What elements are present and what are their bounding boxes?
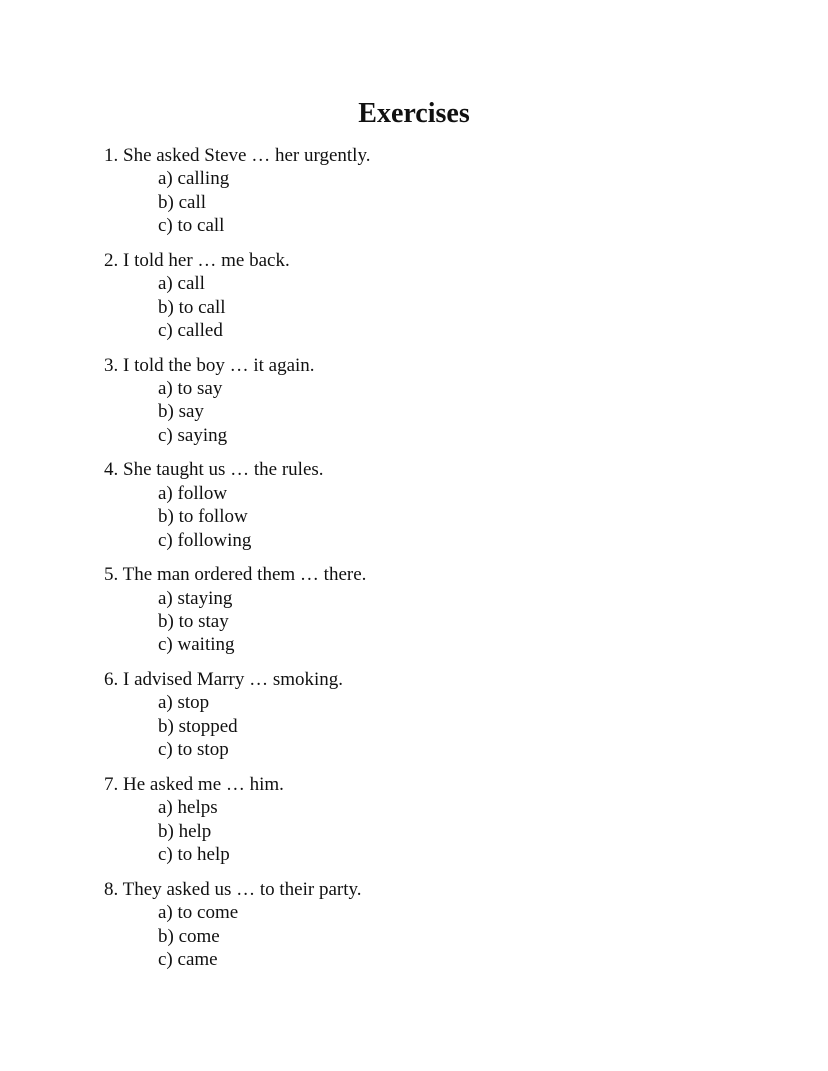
question-2	[104, 249, 370, 343]
answer-option: c) to call	[158, 215, 225, 237]
question-text: 1. She asked Steve … her urgently.	[104, 145, 371, 166]
answer-option: b) say	[158, 401, 204, 423]
answer-option: b) to stay	[158, 611, 229, 633]
answer-option: c) to stop	[158, 739, 229, 761]
answer-option: a) staying	[158, 587, 233, 609]
answer-option: a) stop	[158, 692, 210, 714]
answer-option: b) come	[158, 925, 220, 947]
question-text: 8. They asked us … to their party.	[104, 878, 362, 900]
answer-option: c) came	[158, 948, 218, 970]
answer-option: a) call	[158, 273, 205, 295]
question-6	[104, 668, 370, 762]
question-text: 5. The man ordered them … there.	[104, 564, 367, 586]
question-8	[104, 878, 370, 972]
answer-option: b) to call	[158, 296, 226, 318]
answer-option: c) following	[158, 529, 252, 551]
question-text: 2. I told her … me back.	[104, 249, 290, 271]
question-text: 6. I advised Marry … smoking.	[104, 669, 344, 691]
answer-option: a) to say	[158, 378, 223, 400]
question-3	[104, 354, 370, 448]
question-text: 4. She taught us … the rules.	[104, 459, 324, 481]
answer-option: a) calling	[158, 168, 230, 190]
question-4	[104, 458, 370, 552]
page-title: Exercises	[358, 98, 470, 129]
answer-option: b) call	[158, 191, 207, 213]
answer-option: a) follow	[158, 482, 228, 504]
answer-option: c) called	[158, 320, 223, 342]
question-text: 3. I told the boy … it again.	[104, 354, 315, 376]
answer-option: c) saying	[158, 424, 228, 446]
answer-option: b) to follow	[158, 506, 248, 528]
answer-option: b) help	[158, 820, 212, 842]
answer-option: b) stopped	[158, 715, 238, 737]
answer-option: c) waiting	[158, 634, 235, 656]
question-5	[104, 563, 370, 657]
question-text: 7. He asked me … him.	[104, 773, 284, 795]
question-7	[104, 773, 370, 867]
question-1	[104, 144, 370, 238]
answer-option: a) to come	[158, 902, 239, 924]
answer-option: a) helps	[158, 797, 218, 819]
answer-option: c) to help	[158, 844, 230, 866]
exercise-list	[104, 144, 370, 983]
